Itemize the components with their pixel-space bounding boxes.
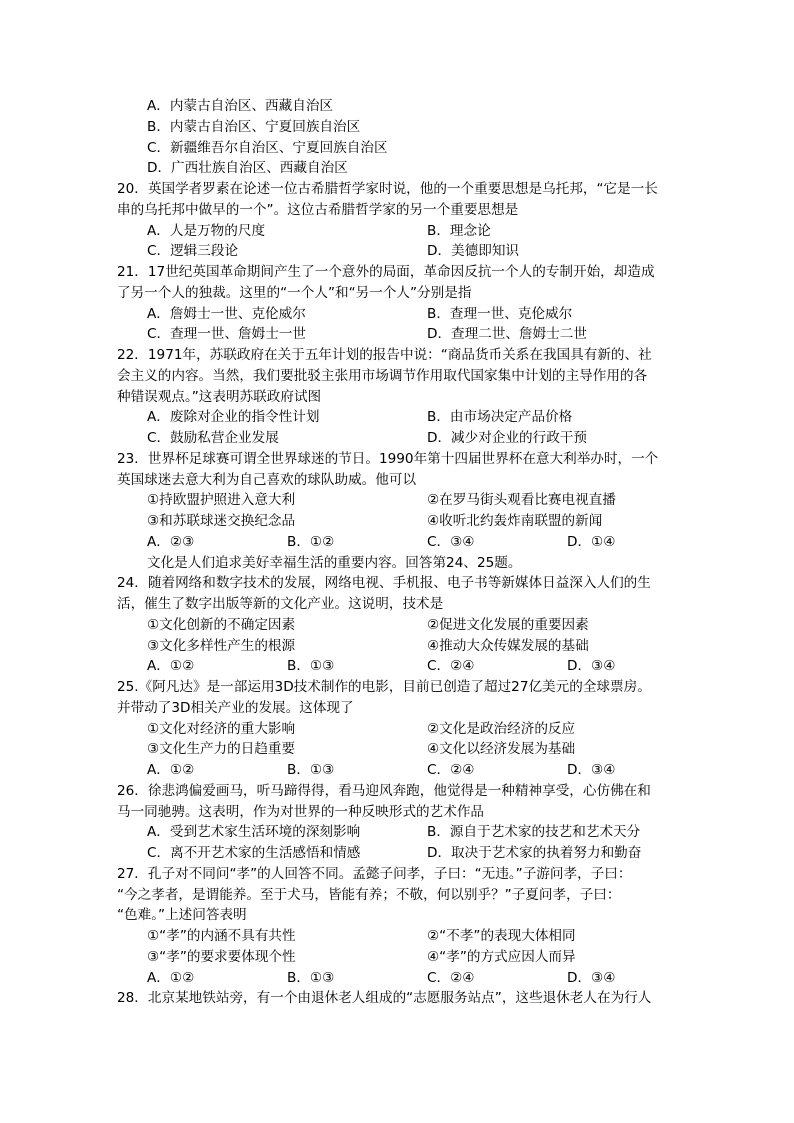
- question-text-line: [117, 366, 687, 387]
- text-span: “今之孝者，是谓能养。至于犬马，皆能有养；不敬，何以别乎？”子夏问孝，子曰：: [117, 886, 621, 903]
- indented-line: [117, 553, 687, 574]
- answer-option: C．逻辑三段论: [147, 243, 239, 260]
- question-text-line: [117, 677, 687, 698]
- answer-option: B．查理一世、克伦威尔: [427, 305, 573, 322]
- exam-page: [117, 96, 687, 1009]
- answer-option: ②在罗马街头观看比赛电视直播: [427, 492, 616, 509]
- question-text-line: [117, 802, 687, 823]
- answer-option: D．取决于艺术家的执着努力和勤奋: [427, 845, 642, 861]
- answer-option: ①文化创新的不确定因素: [147, 616, 296, 633]
- indented-line: [117, 117, 687, 138]
- option-row: [117, 656, 687, 677]
- question-text-line: [117, 179, 687, 200]
- text-span: D．广西壮族自治区、西藏自治区: [147, 160, 348, 177]
- answer-option: D．①④: [567, 533, 616, 550]
- text-span: 24．随着网络和数字技术的发展，网络电视、手机报、电子书等新媒体日益深入人们的生: [117, 575, 651, 592]
- answer-option: ④文化以经济发展为基础: [427, 741, 576, 758]
- option-row: [117, 739, 687, 760]
- answer-option: ②促进文化发展的重要因素: [427, 616, 589, 633]
- answer-option: C．②④: [427, 762, 475, 778]
- option-row: [117, 719, 687, 740]
- option-row: [117, 511, 687, 532]
- answer-option: C．③④: [427, 533, 475, 550]
- question-text-line: [117, 283, 687, 304]
- option-row: [117, 636, 687, 657]
- question-q28: [117, 988, 687, 1009]
- answer-option: C．查理一世、詹姆士一世: [147, 326, 307, 343]
- answer-option: ③和苏联球迷交换纪念品: [147, 513, 296, 529]
- question-q23: [117, 449, 687, 553]
- question-q22: [117, 345, 687, 449]
- question-text-line: [117, 573, 687, 594]
- answer-option: ③文化生产力的日趋重要: [147, 741, 296, 758]
- question-text-line: [117, 200, 687, 221]
- answer-option: C．②④: [427, 658, 475, 675]
- answer-option: B．①②: [287, 533, 335, 550]
- answer-option: B．①③: [287, 762, 335, 778]
- answer-option: B．①③: [287, 969, 335, 986]
- answer-option: ④收听北约轰炸南联盟的新闻: [427, 513, 603, 529]
- text-span: 马一同驰骋。这表明，作为对世界的一种反映形式的艺术作品: [117, 803, 485, 820]
- option-row: [117, 532, 687, 553]
- text-span: “色难。”上述问答表明: [117, 907, 247, 924]
- answer-option: ②文化是政治经济的反应: [427, 720, 576, 737]
- option-row: [117, 490, 687, 511]
- question-text-line: [117, 387, 687, 408]
- question-intro-24-25: [117, 553, 687, 574]
- text-span: 26．徐悲鸿偏爱画马，听马蹄得得，看马迎风奔跑，他觉得是一种精神享受，心仿佛在和: [117, 782, 651, 799]
- answer-option: A．②③: [147, 533, 195, 550]
- question-text-line: [117, 781, 687, 802]
- answer-option: ④“孝”的方式应因人而异: [427, 948, 576, 965]
- question-text-line: [117, 988, 687, 1009]
- answer-option: ①持欧盟护照进入意大利: [147, 492, 296, 509]
- indented-line: [117, 158, 687, 179]
- option-row: [117, 760, 687, 781]
- option-row: [117, 241, 687, 262]
- answer-option: D．美德即知识: [427, 243, 520, 260]
- text-span: 活，催生了数字出版等新的文化产业。这说明，技术是: [117, 596, 444, 612]
- question-text-line: [117, 864, 687, 885]
- answer-option: A．①②: [147, 762, 195, 778]
- question-q27: [117, 864, 687, 989]
- option-row: [117, 822, 687, 843]
- answer-option: A．詹姆士一世、克伦威尔: [147, 305, 306, 322]
- answer-option: ③文化多样性产生的根源: [147, 637, 296, 654]
- option-row: [117, 843, 687, 864]
- option-row: [117, 407, 687, 428]
- answer-option: D．③④: [567, 658, 616, 675]
- answer-option: B．理念论: [427, 222, 491, 239]
- question-q20: [117, 179, 687, 262]
- question-text-line: [117, 885, 687, 906]
- answer-option: D．减少对企业的行政干预: [427, 430, 587, 446]
- answer-option: B．①③: [287, 658, 335, 675]
- answer-option: C．离不开艺术家的生活感悟和情感: [147, 845, 361, 861]
- text-span: 25.《阿凡达》是一部运用3D技术制作的电影，目前已创造了超过27亿美元的全球票房。: [117, 679, 651, 695]
- option-row: [117, 947, 687, 968]
- text-span: 并带动了3D相关产业的发展。这体现了: [117, 699, 354, 716]
- text-span: 20．英国学者罗素在论述一位古希腊哲学家时说，他的一个重要思想是乌托邦，“它是一长: [117, 181, 658, 197]
- option-row: [117, 926, 687, 947]
- question-text-line: [117, 470, 687, 491]
- option-row: [117, 615, 687, 636]
- answer-option: ③“孝”的要求要体现个性: [147, 948, 296, 965]
- option-row: [117, 428, 687, 449]
- answer-option: A．人是万物的尺度: [147, 222, 266, 239]
- question-text-line: [117, 905, 687, 926]
- question-q26: [117, 781, 687, 864]
- text-span: 会主义的内容。当然，我们要批驳主张用市场调节作用取代国家集中计划的主导作用的各: [117, 367, 648, 384]
- question-q21: [117, 262, 687, 345]
- text-span: 28．北京某地铁站旁，有一个由退休老人组成的“志愿服务站点”，这些退休老人在为行人: [117, 990, 652, 1007]
- question-q19-options: [117, 96, 687, 179]
- answer-option: ②“不孝”的表现大体相同: [427, 928, 576, 944]
- text-span: 23．世界杯足球赛可谓全世界球迷的节日。1990年第十四届世界杯在意大利举办时，一个: [117, 450, 659, 467]
- question-text-line: [117, 594, 687, 615]
- question-q25: [117, 677, 687, 781]
- question-text-line: [117, 345, 687, 366]
- text-span: 串的乌托邦中做早的一个”。这位古希腊哲学家的另一个重要思想是: [117, 201, 519, 218]
- text-span: 21．17世纪英国革命期间产生了一个意外的局面，革命因反抗一个人的专制开始，却造成: [117, 264, 655, 280]
- text-span: 种错误观点。”这表明苏联政府试图: [117, 388, 322, 405]
- text-span: 了另一个人的独裁。这里的“一个人”和“另一个人”分别是指: [117, 284, 472, 301]
- question-text-line: [117, 262, 687, 283]
- option-row: [117, 221, 687, 242]
- indented-line: [117, 138, 687, 159]
- answer-option: A．①②: [147, 658, 195, 675]
- text-span: 27．孔子对不同问“孝”的人回答不同。孟懿子问孝，子曰：“无违。”子游问孝，子曰：: [117, 865, 632, 882]
- indented-line: [117, 96, 687, 117]
- question-text-line: [117, 698, 687, 719]
- answer-option: A．废除对企业的指令性计划: [147, 409, 320, 426]
- text-span: 英国球迷去意大利为自己喜欢的球队助威。他可以: [117, 471, 417, 488]
- answer-option: D．③④: [567, 762, 616, 778]
- answer-option: B．源自于艺术家的技艺和艺术天分: [427, 824, 641, 841]
- answer-option: ①“孝”的内涵不具有共性: [147, 928, 296, 944]
- text-span: B．内蒙古自治区、宁夏回族自治区: [147, 118, 361, 135]
- answer-option: B．由市场决定产品价格: [427, 409, 573, 426]
- answer-option: ①文化对经济的重大影响: [147, 720, 296, 737]
- option-row: [117, 324, 687, 345]
- answer-option: C．鼓励私营企业发展: [147, 430, 279, 446]
- question-text-line: [117, 449, 687, 470]
- answer-option: A．受到艺术家生活环境的深刻影响: [147, 824, 361, 841]
- text-span: A．内蒙古自治区、西藏自治区: [147, 98, 334, 114]
- text-span: 文化是人们追求美好幸福生活的重要内容。回答第24、25题。: [147, 554, 522, 571]
- answer-option: A．①②: [147, 969, 195, 986]
- answer-option: ④推动大众传媒发展的基础: [427, 637, 589, 654]
- text-span: C．新疆维吾尔自治区、宁夏回族自治区: [147, 139, 388, 156]
- option-row: [117, 968, 687, 989]
- answer-option: C．②④: [427, 969, 475, 986]
- option-row: [117, 304, 687, 325]
- question-q24: [117, 573, 687, 677]
- answer-option: D．③④: [567, 969, 616, 986]
- text-span: 22．1971年，苏联政府在关于五年计划的报告中说：“商品货币关系在我国具有新的、社: [117, 347, 652, 363]
- answer-option: D．查理二世、詹姆士二世: [427, 326, 587, 343]
